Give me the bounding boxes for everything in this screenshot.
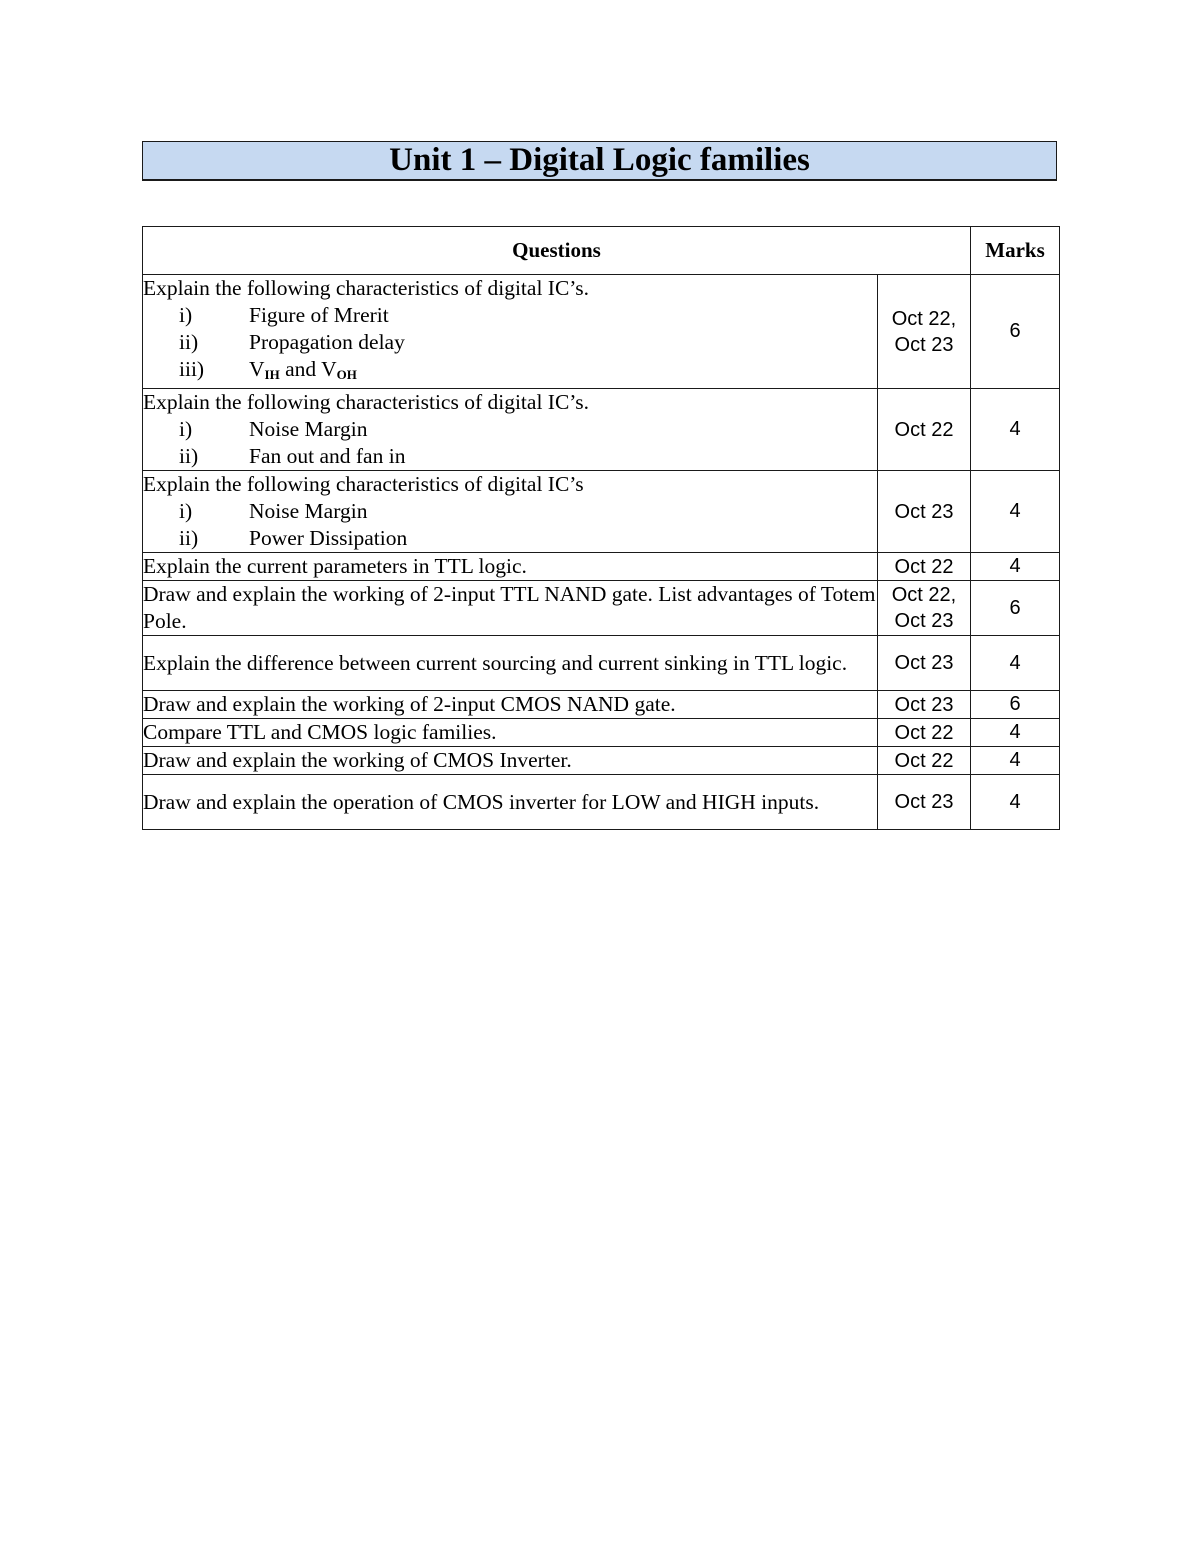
question-cell: [143, 389, 878, 471]
table-row: [143, 636, 1060, 691]
marks-cell: 4: [971, 636, 1060, 691]
exam-date-cell: Oct 22: [878, 553, 971, 581]
marks-cell: 4: [971, 747, 1060, 775]
exam-date-line: Oct 23: [894, 333, 954, 356]
exam-date-cell: Oct 23: [878, 775, 971, 830]
question-cell: Compare TTL and CMOS logic families.: [143, 719, 878, 747]
list-item-text: Fan out and fan in: [249, 444, 406, 468]
exam-date-cell: [878, 275, 971, 389]
list-item-number: ii): [179, 330, 199, 354]
list-item-text: Figure of Mrerit: [249, 303, 389, 327]
question-text: Explain the following characteristics of digital IC’s.: [143, 390, 590, 414]
marks-cell: 4: [971, 719, 1060, 747]
exam-date-cell: Oct 23: [878, 691, 971, 719]
list-item: [143, 302, 877, 329]
marks-cell: 4: [971, 471, 1060, 553]
question-cell: [143, 275, 878, 389]
list-item: [143, 498, 877, 525]
subscript-oh: OH: [336, 367, 357, 382]
marks-cell: 4: [971, 553, 1060, 581]
list-item-number: i): [179, 303, 193, 327]
list-item-text: Noise Margin: [249, 417, 368, 441]
question-cell: [143, 471, 878, 553]
list-item-text: Propagation delay: [249, 330, 405, 354]
question-cell: Draw and explain the working of CMOS Inverter.: [143, 747, 878, 775]
list-item-number: i): [179, 499, 193, 523]
list-item: [143, 329, 877, 356]
table-row: [143, 389, 1060, 471]
question-cell: Draw and explain the working of 2-input TTL NAND gate. List advantages of Totem Pole.: [143, 581, 878, 636]
list-item-text: [249, 356, 357, 388]
subscript-ih: IH: [264, 367, 280, 382]
table-row: [143, 691, 1060, 719]
exam-date-line: Oct 23: [894, 610, 954, 632]
list-item: [143, 443, 877, 470]
exam-date-cell: [878, 581, 971, 636]
voltage-symbol: V: [249, 357, 265, 381]
exam-date-cell: Oct 22: [878, 719, 971, 747]
table-row: [143, 719, 1060, 747]
unit-title-banner: [142, 141, 1057, 181]
list-item: [143, 416, 877, 443]
list-item-number: ii): [179, 526, 199, 550]
list-item-text: Power Dissipation: [249, 526, 408, 550]
table-header-row: [143, 227, 1060, 275]
questions-header: Questions: [143, 227, 971, 275]
question-text: Explain the following characteristics of digital IC’s.: [143, 276, 590, 300]
marks-cell: 6: [971, 581, 1060, 636]
unit-title: Unit 1 – Digital Logic families: [389, 142, 810, 178]
conjunction-text: and V: [279, 357, 337, 381]
list-item: [143, 525, 877, 552]
table-row: [143, 471, 1060, 553]
table-row: [143, 747, 1060, 775]
list-item-number: ii): [179, 444, 199, 468]
list-item-text: Noise Margin: [249, 499, 368, 523]
question-text: Explain the following characteristics of digital IC’s: [143, 472, 584, 496]
list-item-number: i): [179, 417, 193, 441]
marks-cell: 6: [971, 275, 1060, 389]
list-item: [143, 356, 877, 388]
table-row: [143, 275, 1060, 389]
list-item-number: iii): [179, 357, 205, 381]
marks-header: Marks: [971, 227, 1060, 275]
question-cell: Draw and explain the operation of CMOS inverter for LOW and HIGH inputs.: [143, 775, 878, 830]
exam-date-cell: Oct 22: [878, 389, 971, 471]
exam-date-line: Oct 22,: [891, 307, 957, 330]
exam-date-line: Oct 22,: [891, 584, 957, 606]
marks-cell: 6: [971, 691, 1060, 719]
table-row: [143, 775, 1060, 830]
table-row: [143, 553, 1060, 581]
marks-cell: 4: [971, 775, 1060, 830]
questions-table: [142, 226, 1060, 830]
question-cell: Explain the current parameters in TTL logic.: [143, 553, 878, 581]
marks-cell: 4: [971, 389, 1060, 471]
exam-date-cell: Oct 23: [878, 471, 971, 553]
question-cell: Draw and explain the working of 2-input CMOS NAND gate.: [143, 691, 878, 719]
exam-date-cell: Oct 23: [878, 636, 971, 691]
exam-date-cell: Oct 22: [878, 747, 971, 775]
question-cell: Explain the difference between current sourcing and current sinking in TTL logic.: [143, 636, 878, 691]
table-row: [143, 581, 1060, 636]
